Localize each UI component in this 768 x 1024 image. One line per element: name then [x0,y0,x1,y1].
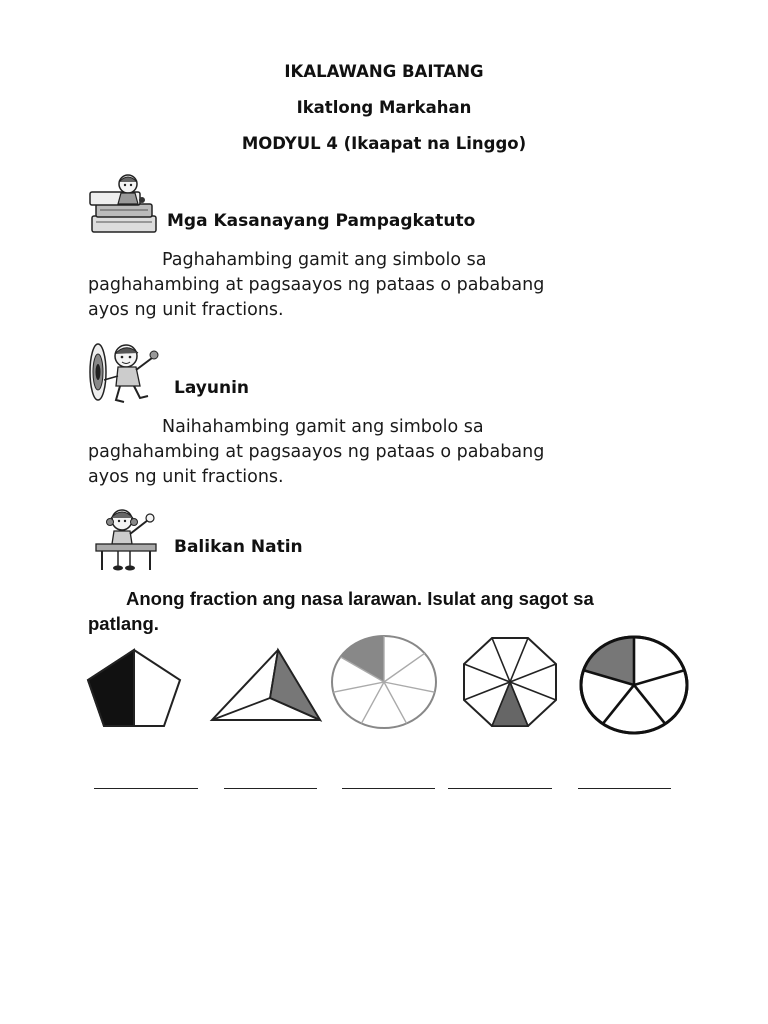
skills-line-3: ayos ng unit fractions. [88,300,284,320]
objective-line-1: Naihahambing gamit ang simbolo sa [162,417,484,437]
grade-title: IKALAWANG BAITANG [284,62,484,81]
triangle-fraction-figure [206,646,324,726]
objective-line-2: paghahambing at pagsaayos ng pataas o pababang [88,442,545,462]
activity-instruction [88,586,688,636]
pentagon-shaded-part [88,650,134,726]
child-at-desk-clipart [92,506,164,574]
instruction-line-1: Anong fraction ang nasa larawan. Isulat ang sagot sa [126,588,594,609]
instruction-line-2: patlang. [88,613,159,634]
quarter-title: Ikatlong Markahan [296,98,472,117]
answer-blank-5[interactable] [578,788,671,789]
child-with-target-clipart [88,340,162,406]
objective-paragraph [88,415,688,490]
skills-line-1: Paghahambing gamit ang simbolo sa [162,250,487,270]
answer-blank-3[interactable] [342,788,435,789]
answer-blank-2[interactable] [224,788,317,789]
answer-blank-1[interactable] [94,788,198,789]
octagon-eighths-figure [458,634,562,730]
objective-heading: Layunin [174,378,249,398]
circle-sevenths-figure [328,632,440,732]
skills-line-2: paghahambing at pagsaayos ng pataas o pababang [88,275,545,295]
child-reading-books-clipart [88,172,160,238]
answer-blank-4[interactable] [448,788,552,789]
pentagon-fraction-figure [84,646,184,732]
skills-paragraph [88,248,688,323]
circle-fifths-figure [576,632,692,738]
skills-heading: Mga Kasanayang Pampagkatuto [167,211,476,231]
review-heading: Balikan Natin [174,537,303,557]
objective-line-3: ayos ng unit fractions. [88,467,284,487]
module-title: MODYUL 4 (Ikaapat na Linggo) [241,134,527,153]
